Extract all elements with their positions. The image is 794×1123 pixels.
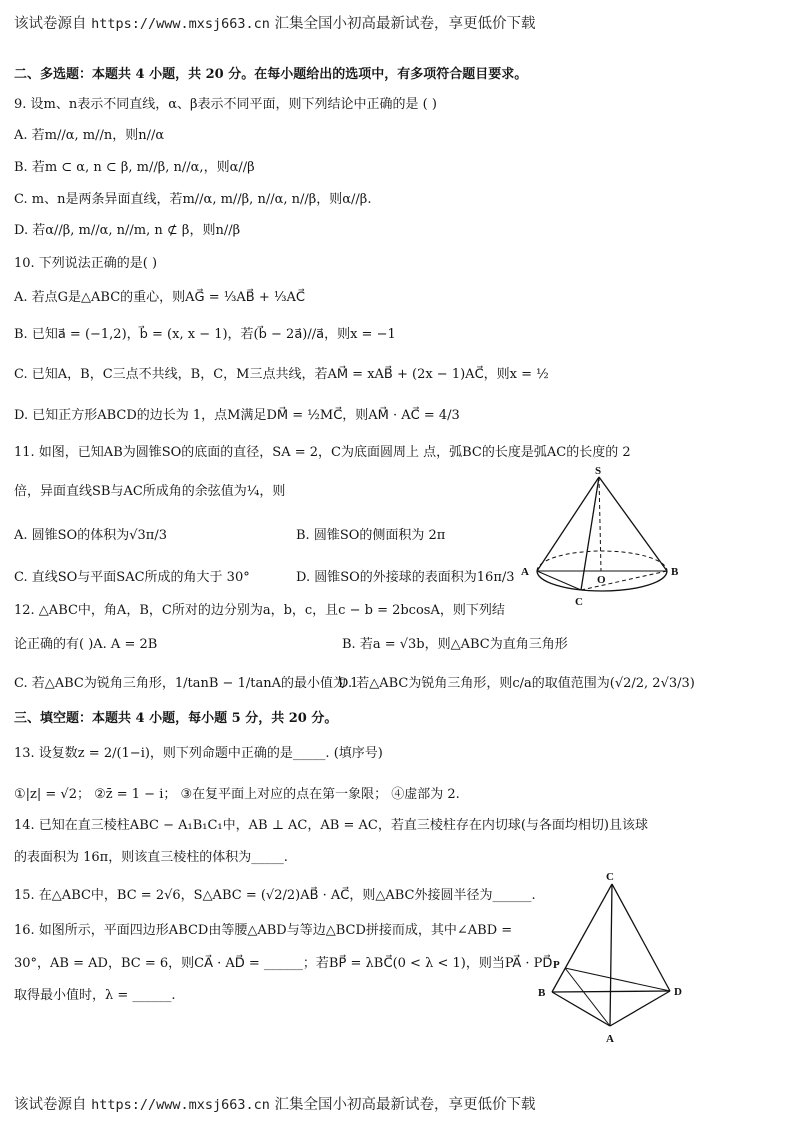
question-16-stem-continued: 30°，AB = AD，BC = 6，则CA⃗ · AD⃗ = ______；若BP⃗ = λBC⃗(0 < λ < 1)，则当PA⃗ · PD⃗ bbox=[14, 956, 553, 971]
cone-axis-so bbox=[599, 477, 601, 571]
question-10-option-b: B. 已知a⃗ = (−1,2)，b⃗ = (x, x − 1)，若(b⃗ − 2a⃗)//a⃗，则x = −1 bbox=[14, 327, 396, 342]
question-13-stem: 13. 设复数z = 2/(1−i)，则下列命题中正确的是_____. (填序号) bbox=[14, 746, 383, 761]
cone-edge-sb bbox=[599, 477, 667, 571]
question-9-option-d: D. 若α//β, m//α, n//m, n ⊄ β，则n//β bbox=[14, 223, 241, 238]
cone-base-back bbox=[537, 551, 667, 571]
footer-suffix: 汇集全国小初高最新试卷，享更低价下载 bbox=[269, 1097, 536, 1113]
cone-label-a: A bbox=[521, 566, 529, 578]
cone-figure bbox=[515, 465, 695, 615]
quad-edge-ba bbox=[552, 992, 610, 1026]
quad-label-c: C bbox=[606, 871, 614, 883]
quadrilateral-figure bbox=[530, 868, 700, 1048]
quad-label-b: B bbox=[538, 987, 546, 999]
question-13-statements: ①|z| = √2； ②z̄ = 1 − i； ③在复平面上对应的点在第一象限； ④虚部为 2. bbox=[14, 787, 460, 802]
question-12-stem-and-option-a: 论正确的有( )A. A = 2B bbox=[14, 637, 158, 652]
cone-label-s: S bbox=[595, 465, 602, 477]
question-10-option-c: C. 已知A，B，C三点不共线，B，C，M三点共线，若AM⃗ = xAB⃗ + (2x − 1)AC⃗，则x = ½ bbox=[14, 367, 549, 382]
quad-edge-cd bbox=[612, 884, 670, 991]
question-11-stem-continued: 倍，异面直线SB与AC所成角的余弦值为¼，则 bbox=[14, 484, 286, 499]
question-11-option-b: B. 圆锥SO的侧面积为 2π bbox=[296, 528, 446, 543]
question-12-stem: 12. △ABC中，角A，B，C所对的边分别为a，b，c，且c − b = 2bcosA，则下列结 bbox=[14, 603, 505, 618]
question-10-option-d: D. 已知正方形ABCD的边长为 1，点M满足DM⃗ = ½MC⃗，则AM⃗ · AC⃗ = 4/3 bbox=[14, 408, 460, 423]
footer-url[interactable]: https://www.mxsj663.cn bbox=[91, 1097, 270, 1113]
question-14-stem-continued: 的表面积为 16π，则该直三棱柱的体积为_____. bbox=[14, 850, 288, 865]
cone-edge-sa bbox=[537, 477, 599, 571]
quad-edge-da bbox=[610, 991, 670, 1026]
question-9-stem: 9. 设m、n表示不同直线，α、β表示不同平面，则下列结论中正确的是 ( ) bbox=[14, 97, 437, 112]
header-suffix: 汇集全国小初高最新试卷，享更低价下载 bbox=[269, 16, 536, 32]
section-heading-multiple-choice: 二、多选题：本题共 4 小题，共 20 分。在每小题给出的选项中，有多项符合题目要求。 bbox=[14, 67, 528, 82]
header-url[interactable]: https://www.mxsj663.cn bbox=[91, 16, 270, 32]
question-11-option-d: D. 圆锥SO的外接球的表面积为16π/3 bbox=[296, 570, 515, 585]
question-16-stem-end: 取得最小值时，λ = ______. bbox=[14, 988, 176, 1003]
quad-edge-bc bbox=[552, 884, 612, 992]
question-11-option-c: C. 直线SO与平面SAC所成的角大于 30° bbox=[14, 570, 250, 585]
cone-label-b: B bbox=[671, 566, 679, 578]
question-9-option-a: A. 若m//α, m//n，则n//α bbox=[14, 128, 165, 143]
cone-label-c: C bbox=[575, 596, 583, 608]
page-header bbox=[14, 12, 536, 33]
quad-label-d: D bbox=[674, 986, 682, 998]
question-14-stem: 14. 已知在直三棱柱ABC − A₁B₁C₁中，AB ⊥ AC，AB = AC，若直三棱柱存在内切球(与各面均相切)且该球 bbox=[14, 818, 648, 833]
question-12-option-d: D. 若△ABC为锐角三角形，则c/a的取值范围为(√2/2, 2√3/3) bbox=[338, 676, 695, 691]
quad-label-a: A bbox=[606, 1033, 614, 1045]
question-12-option-b: B. 若a = √3b，则△ABC为直角三角形 bbox=[342, 637, 568, 652]
quad-diagonal-ca bbox=[610, 884, 612, 1026]
question-15-stem: 15. 在△ABC中，BC = 2√6，S△ABC = (√2/2)AB⃗ · AC⃗，则△ABC外接圆半径为______. bbox=[14, 888, 536, 903]
page-footer bbox=[14, 1093, 536, 1114]
question-10-option-a: A. 若点G是△ABC的重心，则AG⃗ = ⅓AB⃗ + ⅓AC⃗ bbox=[14, 290, 305, 305]
question-11-stem: 11. 如图，已知AB为圆锥SO的底面的直径，SA = 2，C为底面圆周上 点，弧BC的长度是弧AC的长度的 2 bbox=[14, 445, 631, 460]
question-9-option-c: C. m、n是两条异面直线，若m//α, m//β, n//α, n//β，则α//β. bbox=[14, 192, 372, 207]
question-10-stem: 10. 下列说法正确的是( ) bbox=[14, 256, 158, 271]
cone-chord-bc bbox=[581, 571, 667, 590]
question-9-option-b: B. 若m ⊂ α, n ⊂ β, m//β, n//α,，则α//β bbox=[14, 160, 255, 175]
question-12-option-c: C. 若△ABC为锐角三角形，1/tanB − 1/tanA的最小值为 1 bbox=[14, 676, 359, 691]
question-16-stem: 16. 如图所示，平面四边形ABCD由等腰△ABD与等边△BCD拼接而成，其中∠ABD = bbox=[14, 923, 513, 938]
quad-label-p: P bbox=[553, 959, 560, 971]
footer-prefix: 该试卷源自 bbox=[14, 1097, 92, 1113]
cone-label-o: O bbox=[597, 574, 606, 586]
question-11-option-a: A. 圆锥SO的体积为√3π/3 bbox=[14, 528, 167, 543]
section-heading-fill-in: 三、填空题：本题共 4 小题，每小题 5 分，共 20 分。 bbox=[14, 711, 338, 726]
header-prefix: 该试卷源自 bbox=[14, 16, 92, 32]
